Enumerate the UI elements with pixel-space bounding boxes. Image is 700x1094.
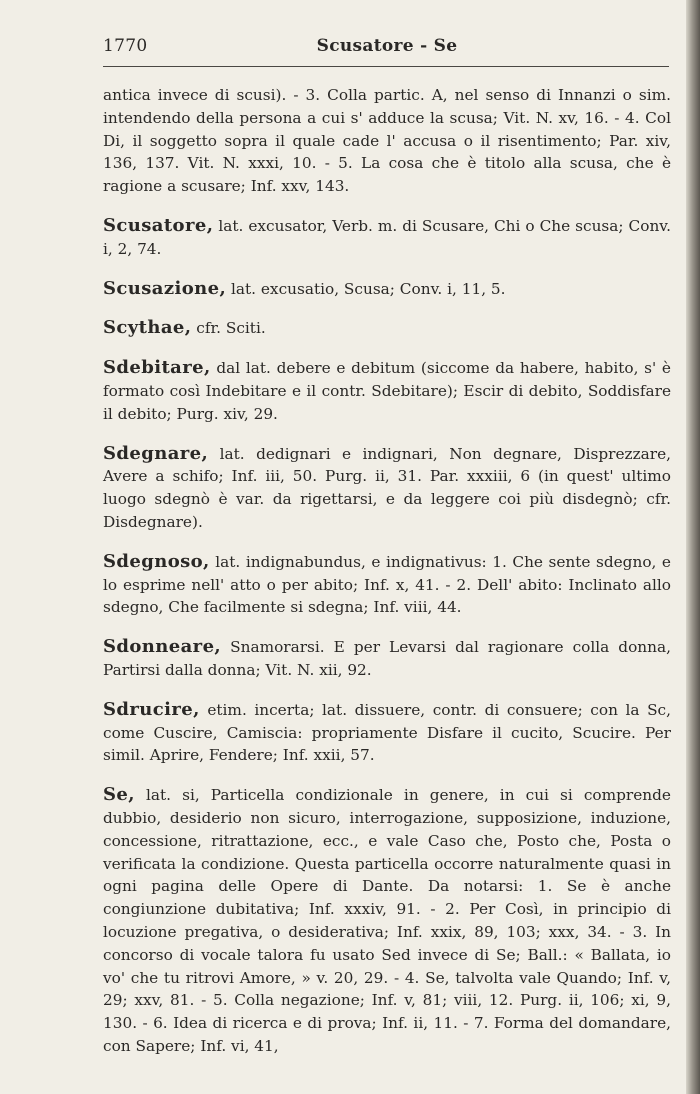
headword: Sdegnoso, [103,550,210,572]
headword: Sdonneare, [103,636,222,658]
headword: Sdebitare, [103,357,211,379]
entry-sdebitare [103,357,671,425]
entry-scythae [103,317,671,340]
page-number: 1770 [103,36,148,56]
entry-sdonneare [103,636,671,682]
headword: Se, [103,784,135,806]
headword: Scusazione, [103,277,227,299]
entry-text: lat. si, Particella condizionale in genere, in cui si comprende dubbio, desiderio non sicuro, interrogazione, supposizione, induzione, concessione, ritrattazione, ecc., e vale Caso che, Posto che, Posta o verificata la condizione. Questa particella occorre naturalmente quasi in ogni pagina delle Opere di Dante. Da notarsi: 1. Se è anche congiunzione dubitativa; Inf. xxxiv, 91. - 2. Per Così, in principio di locuzione pregativa, o desiderativa; Inf. xxix, 89, 103; xxx, 34. - 3. In concorso di vocale talora fu usato Sed invece di Se; Ball.: « Ballata, io vo' che tu ritrovi Amore, » v. 20, 29. - 4. Se, talvolta vale Quando; Inf. v, 29; xxv, 81. - 5. Colla negazione; Inf. v, 81; viii, 12. Purg. ii, 106; xi, 9, 130. - 6. Idea di ricerca e di prova; Inf. ii, 11. - 7. Forma del domandare, con Sapere; Inf. vi, 41, [103,786,671,1055]
entry-text: lat. excusatio, Scusa; Conv. i, 11, 5. [231,279,506,298]
page-header [103,36,671,66]
entry-sdrucire [103,699,671,767]
headword: Sdrucire, [103,698,200,720]
entry-se [103,784,671,1058]
running-head: Scusatore - Se [316,36,458,56]
entry-text: Snamorarsi. E per Levarsi dal ragionare colla donna, Partirsi dalla donna; Vit. N. xii, 92. [103,638,671,679]
entry-scusatore [103,215,671,261]
entry-text: cfr. Sciti. [196,319,266,338]
headword: Scusatore, [103,214,214,236]
headword: Scythae, [103,317,192,339]
headword: Sdegnare, [103,442,209,464]
dictionary-content [103,84,671,1075]
entry-text: dal lat. debere e debitum (siccome da habere, habito, s' è formato così Indebitare e il contr. Sdebitare); Escir di debito, Soddisfare il debito; Purg. xiv, 29. [103,359,671,423]
entry-text: lat. indignabundus, e indignativus: 1. Che sente sdegno, e lo esprime nell' atto o per abito; Inf. x, 41. - 2. Dell' abito: Inclinato allo sdegno, Che facilmente si sdegna; Inf. viii, 44. [103,552,671,617]
page-binding-edge [686,0,700,1094]
header-rule [103,66,669,67]
entry-text: lat. dedignari e indignari, Non degnare, Disprezzare, Avere a schifo; Inf. iii, 50. Purg. ii, 31. Par. xxxiii, 6 (in quest' ultimo luogo sdegnò è var. da rigettarsi, e da leggere coi più disdegnò; cfr. Disdegnare). [103,444,671,531]
entry-scusazione [103,278,671,301]
entry-text: lat. excusator, Verb. m. di Scusare, Chi o Che scusa; Conv. i, 2, 74. [103,216,671,258]
entry-text: etim. incerta; lat. dissuere, contr. di consuere; con la Sc, come Cuscire, Camiscia: propriamente Disfare il cucito, Scucire. Per simil. Aprire, Fendere; Inf. xxii, 57. [103,700,671,765]
entry-sdegnoso [103,551,671,619]
continuation-paragraph: antica invece di scusi). - 3. Colla partic. A, nel senso di Innanzi o sim. intendendo della persona a cui s' adduce la scusa; Vit. N. xv, 16. - 4. Col Di, il soggetto sopra il quale cade l' accusa o il risentimento; Par. xiv, 136, 137. Vit. N. xxxi, 10. - 5. La cosa che è titolo alla scusa, che è ragione a scusare; Inf. xxv, 143. [103,86,671,196]
entry-sdegnare [103,443,671,534]
